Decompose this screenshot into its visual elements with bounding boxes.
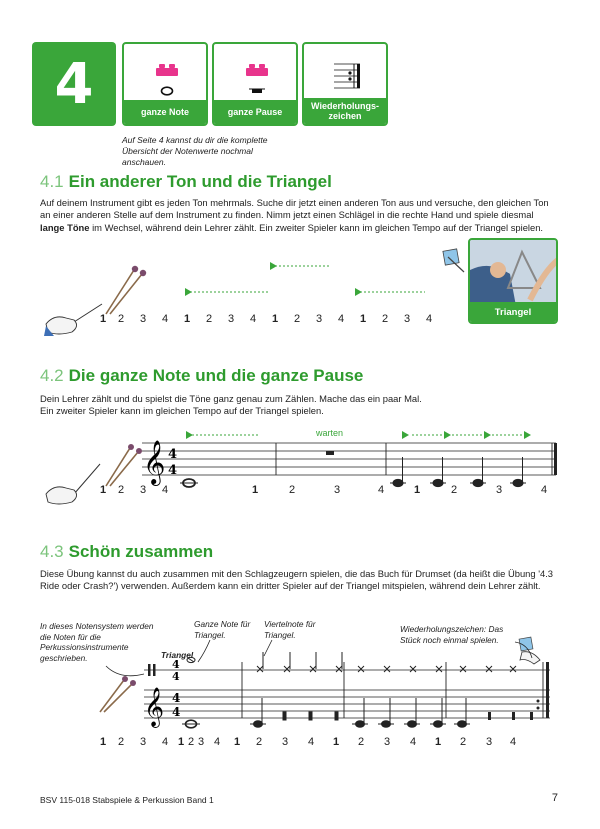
svg-text:4: 4	[168, 447, 178, 462]
count-row-4-3: 1 2 3 4 1 2 3 4 1 2 3 4 1 2 3 4 1 2 3 4	[99, 736, 517, 748]
triangle-photo	[468, 238, 558, 324]
whole-rest-icon	[248, 88, 266, 96]
svg-text:4: 4	[172, 658, 180, 671]
svg-text:4: 4	[168, 463, 178, 478]
svg-text:𝄞: 𝄞	[143, 440, 166, 484]
triangle-player-image	[470, 240, 558, 306]
card-label: ganze Pause	[214, 100, 296, 124]
svg-text:4: 4	[172, 705, 181, 719]
count-row-4-1: 1 2 3 4 1 2 3 4 1 2 3 4 1 2 3 4	[99, 313, 433, 325]
section-heading-4-1: 4.1 Ein anderer Ton und die Triangel	[40, 172, 332, 191]
section-heading-4-3: 4.3 Schön zusammen	[40, 542, 214, 561]
repeat-sign-icon	[334, 58, 362, 94]
footer-text: BSV 115-018 Stabspiele & Perkussion Band 1	[40, 795, 214, 805]
svg-text:4: 4	[172, 691, 181, 705]
card-whole-rest	[212, 42, 298, 126]
svg-text:4: 4	[172, 670, 180, 683]
section-4-1-text: Auf deinem Instrument gibt es jeden Ton mehrmals. Suche dir jetzt einen anderen Ton aus und versuche, den gleichen Ton an einer anderen Stelle auf dem Instrument zu finden. Nimm jetzt einen Schlägel in die rechte Hand und spiele diesmal lange Töne im Wechsel, während dein Lehrer zählt. Ein zweiter Spieler kann im gleichen Tempo auf der Triangel spielen.	[40, 197, 549, 233]
section-4-2-text: Dein Lehrer zählt und du spielst die Töne ganz genau zum Zählen. Mache das ein paar Mal. Ein zweiter Spieler kann im gleichen Tempo auf der Triangel spielen.	[40, 393, 422, 417]
section-heading-4-2: 4.2 Die ganze Note und die ganze Pause	[40, 366, 364, 385]
brick-icon	[156, 68, 178, 76]
annotation-whole-note: Ganze Note für Triangel.	[194, 619, 251, 640]
count-row-4-2: 1 2 3 4 1 2 3 4 1 2 3 4	[99, 484, 548, 496]
page-number: 7	[551, 792, 558, 804]
annotation-quarter-note: Viertelnote für Triangel.	[264, 619, 316, 640]
annotation-percussion-system: In dieses Notensystem werden die Noten für die Perkussionsinstrumente geschrieben.	[40, 621, 154, 663]
wait-label: warten	[316, 428, 344, 438]
card-label: Wiederholungs- zeichen	[304, 98, 386, 124]
annotation-repeat-sign: Wiederholungszeichen: Das Stück noch einmal spielen.	[400, 624, 504, 645]
svg-text:𝄞: 𝄞	[144, 687, 165, 727]
staff-4-2	[44, 428, 564, 518]
brick-icon	[246, 68, 268, 76]
chapter-number: 4	[32, 42, 116, 126]
card-whole-note	[122, 42, 208, 126]
staff-4-3	[40, 632, 565, 732]
triangle-label: Triangel	[470, 302, 556, 322]
header-note: Auf Seite 4 kannst du dir die komplette Übersicht der Notenwerte nochmal anschauen.	[122, 135, 268, 167]
conductor-mallets-illustration	[44, 262, 154, 337]
card-repeat-sign	[302, 42, 388, 126]
card-label: ganze Note	[124, 100, 206, 124]
whole-note-icon	[160, 86, 174, 96]
annotation-triangel: Triangel	[161, 650, 194, 660]
section-4-3-text: Diese Übung kannst du auch zusammen mit den Schlagzeugern spielen, die das Buch für Drumset (da heißt die Übung '4.3 Ride oder Crash?') verwenden. Außerdem kann ein dritter Spieler auf der Triangel mitspielen, während dein Lehrer zählt.	[40, 568, 554, 592]
pointing-hand-icon	[440, 248, 468, 276]
entry-arrows	[180, 258, 430, 298]
